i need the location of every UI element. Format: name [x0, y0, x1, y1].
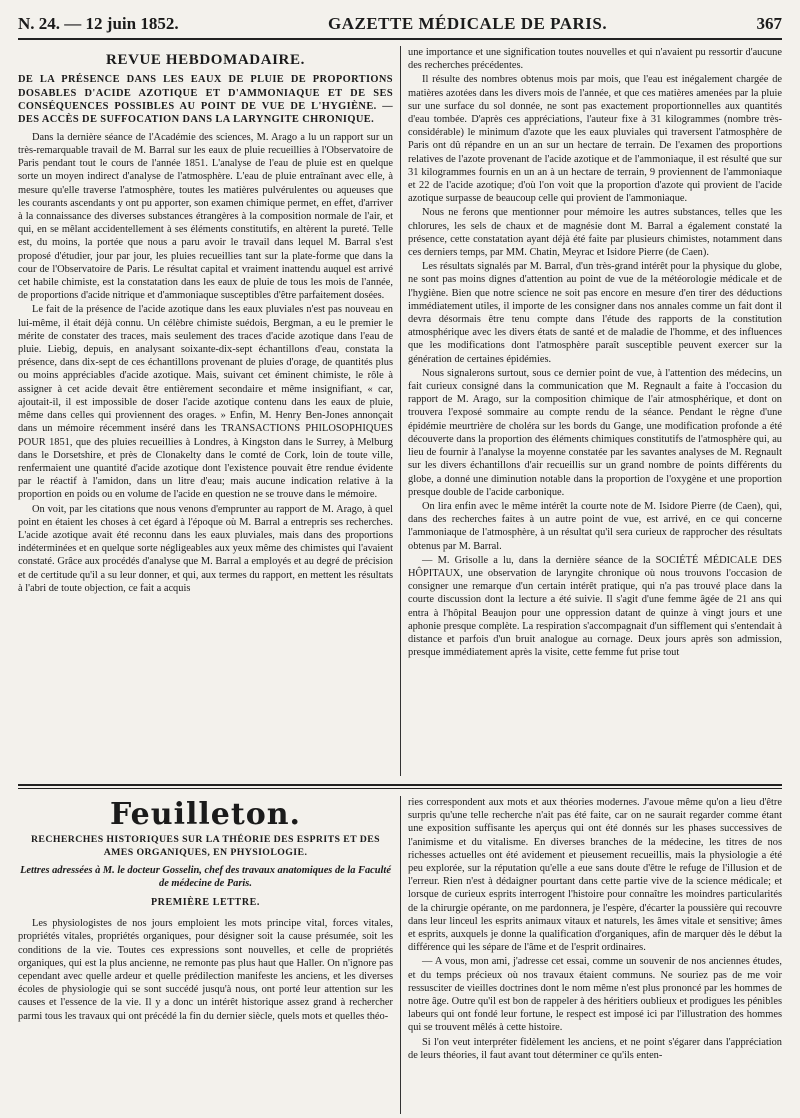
- feuilleton-paragraph: ries correspondent aux mots et aux théories modernes. J'avoue même qu'on a lieu d'être surpris qu'une telle recherche n'ait pas été faite, car on ne saurait regarder comme étant une exposition suffisante les aperçus qui ont été donnés sur les phases successives de l'animisme et du vitalisme. En diverses branches de la médecine, les titres de nos richesses actuelles ont été avidement et pieusement recueillis, mais la physiologie a été peu explorée, sur la réputation qu'elle a eue sans doute d'être le refuge de l'illusion et de l'erreur. Rien n'est à dédaigner pourtant dans cette partie vive de la science médicale; et lorsque de curieux esprits interrogent l'histoire pour connaître les moindres particularités de la chirurgie opérante, on me pardonnera, je l'espère, d'écarter la poussière qui recouvre dans leur linceul les esprits animaux vitaux et naturels, les âmes vitale et sensitive; âmes et esprits, auxquels je donne la qualification d'organiques, afin de marquer dès le début la différence qui les sépare de l'âme et de l'esprit ordinaires.: [408, 797, 782, 954]
- feuilleton-subheading: Lettres adressées à M. le docteur Gosselin, chef des travaux anatomiques de la Faculté de médecine de Paris.: [20, 864, 391, 889]
- feuilleton-heading: RECHERCHES HISTORIQUES SUR LA THÉORIE DES ESPRITS ET DES AMES ORGANIQUES, EN PHYSIOLOGIE.: [30, 834, 381, 859]
- feuilleton-title: Feuilleton.: [110, 797, 301, 832]
- feuilleton-paragraph: Si l'on veut interpréter fidèlement les anciens, et ne point s'égarer dans l'appréciation de leurs théories, il faut avant tout déterminer ce qu'ils enten-: [408, 1036, 782, 1061]
- page-header: [18, 10, 782, 40]
- issue-number-date: N. 24. — 12 juin 1852.: [18, 14, 179, 33]
- feuilleton-separator-thin: [18, 788, 782, 789]
- revue-paragraph: On voit, par les citations que nous venons d'emprunter au rapport de M. Arago, à quel point en étaient les choses à cet égard à l'époque où M. Barral a entrepris ses recherches. L'acide azotique avait été reconnu dans les eaux pluviales, mais dans des proportions indéterminées et en quelque sorte négligeables aux yeux même des chimistes qui l'avaient constaté. Grâce aux procédés d'analyse que M. Barral a employés et au degré de précision et de certitude qu'il a su leur donner, et qui, aux termes du rapport, en mettent les résultats à l'abri de toute objection, ce fait a acquis: [18, 503, 393, 594]
- revue-paragraph: Il résulte des nombres obtenus mois par mois, que l'eau est inégalement chargée de matières azotées dans les divers mois de l'année, et que ces matières amenées par la pluie sur une surface du sol donnée, ne sont pas exactement proportionnelles aux quantités d'eau tombée. D'après ces appréciations, l'auteur fixe à 31 kilogrammes (nombre très-considérable) le minimum d'azote que les eaux pluviales qui traversent l'atmosphère de Paris ont dû répandre en un an sur un hectare de terrain. De l'examen des proportions relatives de l'azote provenant de l'acide azotique et de l'ammoniaque, il est résulté que sur 31 kilogrammes fournis en un an à un hectare de terrain, 9 proviennent de l'ammoniaque et 22 de l'acide azotique; d'où l'on voit que la proportion d'azote qui provient de l'acide azotique surpasse de beaucoup celle qui provient de l'ammoniaque.: [408, 74, 782, 205]
- revue-paragraph: Le fait de la présence de l'acide azotique dans les eaux pluviales n'est pas nouveau en lui-même, il était déjà connu. Un célèbre chimiste suédois, Bergman, a eu le premier le mérite de constater des traces, mais seulement des traces d'acide azotique dans l'eau de pluie. Liebig, depuis, en analysant soixante-dix-sept échantillons d'eau, constata la présence, dans dix-sept de ces échantillons provenant de pluies d'orage, de quantités plus ou moins appréciables d'acide azotique. Mais, suivant cet éminent chimiste, le rôle à assigner à cet acide devait être entièrement secondaire et même insignifiant, « car, ajoutait-il, il est impossible de doser l'acide azotique contenu dans les eaux de pluie, même dans celles qui proviennent des orages. » Enfin, M. Henry Ben-Jones annonçait dans un mémoire récemment inséré dans les TRANSACTIONS PHILOSOPHIQUES POUR 1851, que des pluies recueillies à Londres, à Kingston dans le Surrey, à Melburg dans le Dorsetshire, et près de Clonakelty dans le comté de Cork, loin de toute ville, renfermaient une quantité d'acide azotique dont l'existence pouvait être rendue évidente par le réactif à l'amidon, dans un litre d'eau; mais aucune indication relative à la proportion en poids ou en volume de l'acide en question ne se trouve dans le mémoire.: [18, 304, 393, 501]
- column-divider: [400, 796, 401, 1114]
- revue-paragraph: une importance et une signification toutes nouvelles et qui n'avaient pu ressortir d'aucune des recherches précédentes.: [408, 47, 782, 72]
- feuilleton-separator: [18, 784, 782, 786]
- feuilleton-right-column: [408, 796, 782, 1114]
- revue-title: REVUE HEBDOMADAIRE.: [106, 52, 305, 68]
- revue-paragraph: Nous signalerons surtout, sous ce dernier point de vue, à l'attention des médecins, un fait curieux consigné dans la communication que M. Regnault a faite à l'occasion du rapport de M. Arago, sur la composition chimique de l'air atmosphérique, et dont on trouvera l'exposé sommaire au compte rendu de la séance. Pendant le règne d'une épidémie meurtrière de choléra sur les bords du Gange, une modification profonde a été découverte dans la proportion des éléments chimiques constitutifs de l'atmosphère qui, au lieu de fournir à l'analyse la moyenne constatée par les savantes analyses de M. Regnault sur les divers échantillons d'air recueillis sur un grand nombre de points différents du globe, a donné une diminution notable dans la proportion de l'oxygène et une proportion presque double de l'acide carbonique.: [408, 367, 782, 498]
- revue-paragraph: Dans la dernière séance de l'Académie des sciences, M. Arago a lu un rapport sur un très-remarquable travail de M. Barral sur les eaux de pluie recueillies à l'Observatoire de Paris pendant tout le cours de l'année 1851. L'analyse de l'eau de pluie est en quelque sorte un moyen indirect d'analyse de l'atmosphère. L'eau de pluie entraînant avec elle, à mesure qu'elle traverse l'atmosphère, toutes les matières pulvérulentes ou aqueuses que les courants ascendants y ont pu apporter, son examen chimique permet, en effet, d'arriver à la connaissance des diverses substances étrangères à la composition normale de l'air, et qui, en se mêlant accidentellement à ses éléments constitutifs, en altèrent la pureté. Telle est, du moins, la portée que nous a paru avoir le travail dans lequel M. Barral s'est proposé d'étudier, jour par jour, les pluies recueillies tant sur la plate-forme que dans la cour de l'Observatoire de Paris. Le résultat capital et vraiment inattendu auquel est arrivé cet habile chimiste, est la constatation dans les eaux de pluie de tous les mois de l'année, de proportions d'acide nitrique et d'ammoniaque susceptibles d'être parfaitement dosées.: [18, 131, 393, 302]
- revue-left-column: [18, 46, 393, 776]
- column-divider: [400, 46, 401, 776]
- journal-title: GAZETTE MÉDICALE DE PARIS.: [328, 14, 608, 33]
- revue-paragraph: Nous ne ferons que mentionner pour mémoire les autres substances, telles que les chlorures, les sels de chaux et de magnésie dont M. Barral a également constaté la présence, cette constatation ayant déjà été faite par plusieurs chimistes, notamment dans ces derniers temps, par MM. Chatin, Meyrac et Isidore Pierre (de Caen).: [408, 207, 782, 259]
- feuilleton-paragraph: — A vous, mon ami, j'adresse cet essai, comme un souvenir de nos anciennes études, et du temps précieux où nos travaux étaient communs. Ne souriez pas de me voir ressusciter de vieilles doctrines dont le nom même n'est plus prononcé par les hommes de notre âge. Outre qu'il est bon de rappeler à des héritiers oublieux et prodigues les pénibles labeurs qui ont fondé leur fortune, le respect est imposé ici par l'illustration des hommes qui se trouvent mêlés à cette histoire.: [408, 956, 782, 1034]
- feuilleton-paragraph: Les physiologistes de nos jours emploient les mots principe vital, forces vitales, propriétés vitales, propriétés organiques, pour désigner soit la cause présumée, soit les conditions de la vie. Toutes ces expressions sont nouvelles, et celle de propriétés organiques, qui est la plus ancienne, ne remonte pas plus haut que Haller. On n'ignore pas cependant avec quelle ardeur et quelle prédilection manifeste les anciens, et les diverses écoles de physiologie qui se sont succédé jusqu'à nous, ont porté leur attention sur les causes et l'essence de la vie. Il y a donc un intérêt historique assez grand à rechercher parmi tous les travaux qui ont précédé la fin du dernier siècle, quels mots et quelles théo-: [18, 918, 393, 1022]
- revue-paragraph: — M. Grisolle a lu, dans la dernière séance de la SOCIÉTÉ MÉDICALE DES HÔPITAUX, une observation de laryngite chronique où nous trouvons l'occasion de consigner une remarque d'un certain intérêt pratique, qui n'a pas trouvé place dans la courte discussion dont la lecture a été suivie. Il s'agit d'une femme âgée de 21 ans qui entra à l'hôpital Beaujon pour une oppression datant de quinze à vingt jours et une aphonie presque complète. La respiration s'accompagnait d'un sifflement qui s'entendait à distance et parfois d'un bruit analogue au cornage. Deux jours après son admission, presque immédiatement après la visite, cette femme fut prise tout: [408, 554, 782, 659]
- revue-paragraph: On lira enfin avec le même intérêt la courte note de M. Isidore Pierre (de Caen), qui, dans des recherches faites à un autre point de vue, est arrivé, en ce qui concerne l'ammoniaque de l'atmosphère, à un résultat qu'il sera curieux de rapprocher des résultats obtenus par M. Barral.: [408, 500, 782, 552]
- revue-section-title: DE LA PRÉSENCE DANS LES EAUX DE PLUIE DE PROPORTIONS DOSABLES D'ACIDE AZOTIQUE ET D'AMMONIAQUE ET DE SES CONSÉQUENCES POSSIBLES AU POINT DE VUE DE L'HYGIÈNE. — DES ACCÈS DE SUFFOCATION DANS LA LARYNGITE CHRONIQUE.: [18, 74, 393, 126]
- letter-label: PREMIÈRE LETTRE.: [150, 897, 261, 909]
- revue-right-column: [408, 46, 782, 776]
- feuilleton-left-column: [18, 796, 393, 1114]
- revue-paragraph: Les résultats signalés par M. Barral, d'un très-grand intérêt pour la physique du globe, ne sont pas moins dignes d'attention au point de vue de la météorologie médicale et de l'hygiène. Bien que notre science ne soit pas encore en mesure d'en tirer des déductions immédiatement utiles, il importe de les consigner dans nos annales comme un fait dont il devra désormais être tenu compte dans l'étude des rapports de la constitution atmosphérique avec les divers états de santé et de maladie de l'homme, et des influences que les modifications dont l'atmosphère paraît susceptible peuvent exercer sur la génération de certaines épidémies.: [408, 261, 782, 365]
- page-number: 367: [756, 14, 782, 33]
